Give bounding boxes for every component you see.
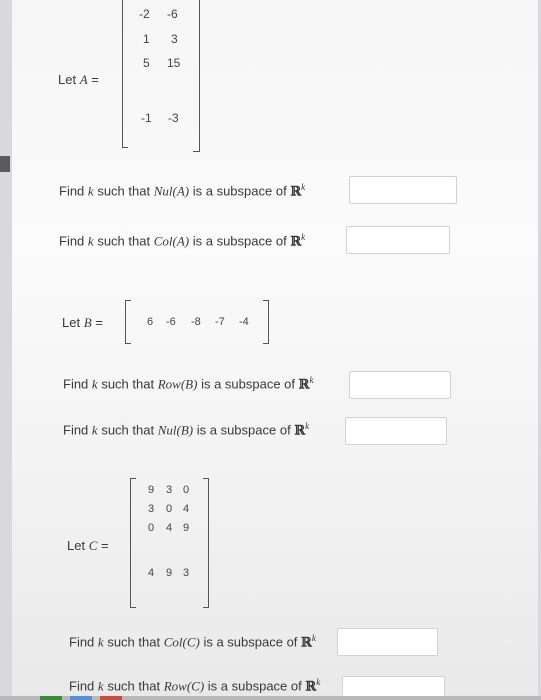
- exponent-k: k: [301, 232, 306, 242]
- subspace-name: Nul(B): [157, 422, 194, 438]
- equals-sign: =: [101, 538, 109, 553]
- matrix-c-cell: 4: [183, 503, 190, 515]
- left-bracket-top: [125, 300, 131, 301]
- answer-input-a-nul[interactable]: [349, 176, 457, 204]
- matrix-c-cell: 9: [183, 522, 190, 534]
- let-text: Let: [67, 538, 86, 553]
- subspace-name: Row(C): [163, 678, 205, 694]
- question-text: such that: [107, 678, 161, 694]
- question-c-row: [69, 677, 320, 694]
- left-bracket: [122, 0, 123, 148]
- variable-k: k: [91, 422, 98, 438]
- question-text: is a subspace of: [192, 233, 287, 249]
- matrix-c-cell: 4: [166, 522, 173, 534]
- matrix-b-cell: -6: [166, 316, 176, 328]
- exponent-k: k: [305, 421, 310, 431]
- answer-input-c-row[interactable]: [342, 676, 445, 698]
- real-field-symbol: ℝ: [290, 184, 302, 200]
- variable-k: k: [91, 376, 98, 392]
- matrix-a-cell: 1: [143, 32, 150, 46]
- right-bracket-foot: [193, 151, 200, 152]
- left-bracket-foot: [130, 607, 136, 608]
- subspace-name: Col(A): [153, 233, 190, 249]
- question-b-nul: [63, 421, 309, 438]
- right-bracket-foot: [263, 343, 269, 344]
- matrix-b: [125, 300, 275, 344]
- question-text: is a subspace of: [201, 376, 296, 392]
- question-c-col: [69, 633, 316, 650]
- question-a-nul: [59, 182, 305, 199]
- matrix-c-cell: 0: [183, 484, 190, 496]
- window-edge-marker: [0, 156, 10, 172]
- left-bracket: [125, 300, 126, 344]
- matrix-c-symbol: C: [88, 538, 98, 553]
- matrix-c-cell: 4: [148, 567, 155, 579]
- matrix-a-cell: -3: [168, 111, 179, 125]
- equals-sign: =: [95, 315, 103, 330]
- subspace-name: Nul(A): [153, 183, 190, 199]
- real-field-symbol: ℝ: [290, 234, 302, 250]
- right-bracket: [268, 300, 269, 344]
- answer-input-a-col[interactable]: [346, 226, 450, 254]
- exponent-k: k: [301, 182, 306, 192]
- real-field-symbol: ℝ: [305, 679, 317, 695]
- matrix-a: [122, 0, 210, 152]
- matrix-a-cell: -6: [167, 7, 178, 21]
- exponent-k: k: [309, 375, 314, 385]
- question-text: is a subspace of: [192, 183, 287, 199]
- matrix-c-cell: 3: [183, 567, 190, 579]
- right-bracket: [199, 0, 200, 152]
- question-text: such that: [101, 376, 155, 392]
- let-b-label: [62, 315, 103, 331]
- question-text: such that: [101, 422, 155, 438]
- right-bracket-top: [263, 300, 269, 301]
- question-a-col: [59, 232, 305, 249]
- question-text: Find: [69, 678, 95, 694]
- question-b-row: [63, 375, 313, 392]
- matrix-c-cell: 0: [166, 503, 173, 515]
- variable-k: k: [97, 634, 104, 650]
- question-text: such that: [107, 634, 161, 650]
- matrix-b-cell: -4: [239, 316, 249, 328]
- right-bracket-foot: [203, 607, 209, 608]
- variable-k: k: [87, 183, 94, 199]
- real-field-symbol: ℝ: [294, 423, 306, 439]
- real-field-symbol: ℝ: [298, 377, 310, 393]
- matrix-c-cell: 9: [166, 567, 173, 579]
- matrix-b-symbol: B: [83, 315, 92, 330]
- matrix-b-cell: 6: [147, 316, 154, 328]
- matrix-c: [130, 478, 212, 608]
- question-text: is a subspace of: [196, 422, 291, 438]
- let-a-label: [58, 72, 99, 88]
- question-text: Find: [59, 233, 85, 249]
- exponent-k: k: [316, 677, 321, 687]
- question-text: Find: [69, 634, 95, 650]
- matrix-a-cell: -1: [141, 111, 152, 125]
- question-text: such that: [97, 183, 151, 199]
- matrix-c-cell: 9: [148, 484, 155, 496]
- matrix-a-cell: 5: [143, 56, 150, 70]
- matrix-a-cell: -2: [139, 7, 150, 21]
- matrix-b-cell: -7: [215, 316, 225, 328]
- answer-input-c-col[interactable]: [337, 628, 438, 656]
- answer-input-b-nul[interactable]: [345, 417, 447, 445]
- matrix-c-cell: 3: [166, 484, 173, 496]
- variable-k: k: [87, 233, 94, 249]
- matrix-a-cell: 3: [171, 32, 178, 46]
- left-bracket-top: [130, 478, 136, 479]
- subspace-name: Col(C): [163, 634, 200, 650]
- real-field-symbol: ℝ: [301, 635, 312, 651]
- taskbar-app-icon[interactable]: [70, 696, 92, 700]
- question-text: Find: [59, 183, 85, 199]
- taskbar-app-icon[interactable]: [100, 696, 122, 700]
- matrix-c-cell: 0: [148, 522, 155, 534]
- left-bracket-foot: [125, 343, 131, 344]
- equals-sign: =: [91, 72, 99, 87]
- variable-k: k: [97, 678, 104, 694]
- let-text: Let: [62, 315, 81, 330]
- question-panel: [12, 0, 538, 700]
- left-bracket-foot: [122, 147, 128, 148]
- question-text: such that: [97, 233, 151, 249]
- matrix-a-symbol: A: [79, 72, 88, 87]
- matrix-a-cell: 15: [167, 56, 181, 70]
- answer-input-b-row[interactable]: [349, 371, 451, 399]
- left-bracket: [130, 478, 131, 608]
- question-text: is a subspace of: [203, 634, 298, 650]
- question-text: Find: [63, 376, 89, 392]
- question-text: Find: [63, 422, 89, 438]
- matrix-c-cell: 3: [148, 503, 155, 515]
- question-text: is a subspace of: [207, 678, 302, 694]
- matrix-b-cell: -8: [191, 316, 201, 328]
- exponent-k: k: [311, 633, 316, 643]
- subspace-name: Row(B): [157, 376, 198, 392]
- taskbar-app-icon[interactable]: [40, 696, 62, 700]
- let-text: Let: [58, 72, 77, 87]
- right-bracket-top: [203, 478, 209, 479]
- let-c-label: [67, 538, 109, 554]
- right-bracket: [208, 478, 209, 608]
